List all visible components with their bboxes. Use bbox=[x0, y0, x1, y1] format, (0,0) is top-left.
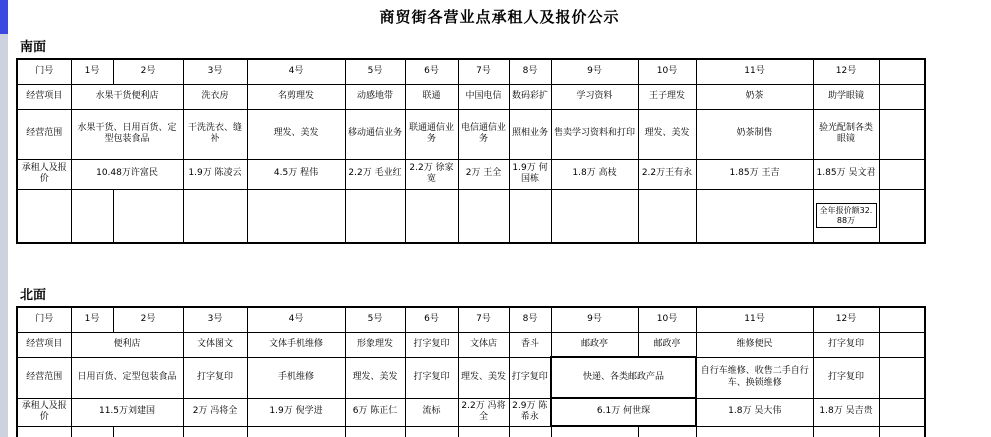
data-cell[interactable] bbox=[183, 426, 247, 437]
data-cell[interactable]: 文体店 bbox=[458, 332, 509, 357]
data-cell[interactable]: 1.8万 高枝 bbox=[551, 159, 638, 189]
data-cell[interactable]: 快递、各类邮政产品 bbox=[551, 357, 696, 398]
data-cell[interactable] bbox=[71, 426, 113, 437]
data-cell[interactable]: 邮政亭 bbox=[638, 332, 696, 357]
column-header-cell[interactable]: 2号 bbox=[113, 59, 183, 84]
row-header-cell[interactable]: 经营范围 bbox=[17, 109, 71, 159]
data-cell[interactable]: 手机维修 bbox=[247, 357, 345, 398]
data-cell[interactable] bbox=[113, 426, 183, 437]
data-cell[interactable]: 维修便民 bbox=[696, 332, 813, 357]
data-cell[interactable] bbox=[813, 426, 879, 437]
column-header-cell[interactable] bbox=[879, 307, 925, 332]
data-cell[interactable]: 4.5万 程伟 bbox=[247, 159, 345, 189]
data-cell[interactable] bbox=[879, 84, 925, 109]
data-cell[interactable]: 售卖学习资料和打印 bbox=[551, 109, 638, 159]
data-cell[interactable]: 邮政亭 bbox=[551, 332, 638, 357]
data-cell[interactable]: 打字复印 bbox=[405, 332, 458, 357]
data-cell[interactable]: 数码彩扩 bbox=[509, 84, 551, 109]
data-cell[interactable]: 打字复印 bbox=[813, 357, 879, 398]
data-cell[interactable]: 联通 bbox=[405, 84, 458, 109]
data-cell[interactable] bbox=[551, 426, 638, 437]
column-header-cell[interactable]: 9号 bbox=[551, 59, 638, 84]
data-cell[interactable]: 1.85万 王吉 bbox=[696, 159, 813, 189]
data-cell[interactable]: 2万 冯将全 bbox=[183, 398, 247, 426]
row-header-cell[interactable]: 经营项目 bbox=[17, 332, 71, 357]
data-cell[interactable]: 文体图文 bbox=[183, 332, 247, 357]
section-label-north: 北面 bbox=[20, 288, 47, 303]
row-header-cell[interactable]: 经营范围 bbox=[17, 357, 71, 398]
data-cell[interactable] bbox=[696, 426, 813, 437]
data-cell[interactable]: 1.8万 吴吉贵 bbox=[813, 398, 879, 426]
data-cell[interactable] bbox=[183, 189, 247, 243]
data-cell[interactable] bbox=[345, 189, 405, 243]
window-left-border bbox=[0, 0, 8, 437]
data-cell[interactable]: 中国电信 bbox=[458, 84, 509, 109]
data-cell[interactable]: 1.8万 吴大伟 bbox=[696, 398, 813, 426]
column-header-cell[interactable]: 9号 bbox=[551, 307, 638, 332]
total-price-note: 全年报价额32.88万 bbox=[816, 203, 877, 228]
data-cell[interactable]: 联通通信业务 bbox=[405, 109, 458, 159]
page-title: 商贸街各营业点承租人及报价公示 bbox=[379, 8, 620, 26]
data-cell[interactable]: 理发、美发 bbox=[247, 109, 345, 159]
data-cell[interactable] bbox=[638, 189, 696, 243]
row-header-cell[interactable]: 经营项目 bbox=[17, 84, 71, 109]
data-cell[interactable]: 10.48万许富民 bbox=[71, 159, 183, 189]
data-cell[interactable]: 电信通信业务 bbox=[458, 109, 509, 159]
data-cell[interactable] bbox=[879, 189, 925, 243]
north-table bbox=[16, 306, 926, 437]
data-cell[interactable] bbox=[345, 426, 405, 437]
data-cell[interactable]: 2.2万 毛业红 bbox=[345, 159, 405, 189]
column-header-cell[interactable]: 7号 bbox=[458, 307, 509, 332]
column-header-cell[interactable]: 1号 bbox=[71, 59, 113, 84]
data-cell[interactable]: 2.2万王有永 bbox=[638, 159, 696, 189]
column-header-cell[interactable]: 5号 bbox=[345, 307, 405, 332]
data-cell[interactable]: 照相业务 bbox=[509, 109, 551, 159]
data-cell[interactable]: 干洗洗衣、缝补 bbox=[183, 109, 247, 159]
data-cell[interactable] bbox=[247, 189, 345, 243]
data-cell[interactable]: 理发、美发 bbox=[345, 357, 405, 398]
data-cell[interactable]: 水果干货便利店 bbox=[71, 84, 183, 109]
data-cell[interactable]: 名剪理发 bbox=[247, 84, 345, 109]
column-header-cell[interactable]: 10号 bbox=[638, 59, 696, 84]
column-header-cell[interactable]: 门号 bbox=[17, 307, 71, 332]
data-cell[interactable]: 打字复印 bbox=[813, 332, 879, 357]
column-header-cell[interactable]: 4号 bbox=[247, 59, 345, 84]
data-cell[interactable]: 验光配制各类眼镜 bbox=[813, 109, 879, 159]
data-cell[interactable]: 移动通信业务 bbox=[345, 109, 405, 159]
data-cell[interactable]: 理发、美发 bbox=[458, 357, 509, 398]
row-header-cell[interactable] bbox=[17, 426, 71, 437]
data-cell[interactable]: 理发、美发 bbox=[638, 109, 696, 159]
column-header-cell[interactable]: 8号 bbox=[509, 59, 551, 84]
data-cell[interactable] bbox=[405, 426, 458, 437]
data-cell[interactable]: 1.9万 何国栋 bbox=[509, 159, 551, 189]
data-cell[interactable]: 打字复印 bbox=[405, 357, 458, 398]
data-cell[interactable]: 助学眼镜 bbox=[813, 84, 879, 109]
column-header-cell[interactable]: 12号 bbox=[813, 307, 879, 332]
data-cell[interactable]: 6.1万 何世琛 bbox=[551, 398, 696, 426]
row-header-cell[interactable] bbox=[17, 189, 71, 243]
data-cell[interactable]: 文体手机维修 bbox=[247, 332, 345, 357]
data-cell[interactable] bbox=[247, 426, 345, 437]
data-cell[interactable]: 11.5万刘建国 bbox=[71, 398, 183, 426]
data-cell[interactable] bbox=[813, 189, 879, 243]
data-cell[interactable] bbox=[879, 332, 925, 357]
data-cell[interactable] bbox=[879, 357, 925, 398]
data-cell[interactable]: 便利店 bbox=[71, 332, 183, 357]
column-header-cell[interactable]: 4号 bbox=[247, 307, 345, 332]
data-cell[interactable]: 2.2万 徐家宽 bbox=[405, 159, 458, 189]
data-cell[interactable]: 王子理发 bbox=[638, 84, 696, 109]
data-cell[interactable] bbox=[509, 189, 551, 243]
column-header-cell[interactable]: 门号 bbox=[17, 59, 71, 84]
column-header-cell[interactable]: 3号 bbox=[183, 307, 247, 332]
data-cell[interactable] bbox=[879, 109, 925, 159]
data-cell[interactable] bbox=[405, 189, 458, 243]
column-header-cell[interactable]: 6号 bbox=[405, 307, 458, 332]
data-cell[interactable]: 1.9万 陈凌云 bbox=[183, 159, 247, 189]
column-header-cell[interactable]: 8号 bbox=[509, 307, 551, 332]
data-cell[interactable]: 打字复印 bbox=[509, 357, 551, 398]
data-cell[interactable] bbox=[458, 426, 509, 437]
column-header-cell[interactable]: 5号 bbox=[345, 59, 405, 84]
data-cell[interactable]: 2.2万 冯将全 bbox=[458, 398, 509, 426]
column-header-cell[interactable]: 12号 bbox=[813, 59, 879, 84]
data-cell[interactable]: 动感地带 bbox=[345, 84, 405, 109]
data-cell[interactable] bbox=[879, 426, 925, 437]
data-cell[interactable]: 1.9万 倪学进 bbox=[247, 398, 345, 426]
column-header-cell[interactable]: 6号 bbox=[405, 59, 458, 84]
data-cell[interactable]: 流标 bbox=[405, 398, 458, 426]
row-header-cell[interactable]: 承租人及报价 bbox=[17, 398, 71, 426]
data-cell[interactable]: 学习资料 bbox=[551, 84, 638, 109]
data-cell[interactable]: 香斗 bbox=[509, 332, 551, 357]
data-cell[interactable] bbox=[509, 426, 551, 437]
column-header-cell[interactable]: 11号 bbox=[696, 307, 813, 332]
data-cell[interactable]: 水果干货、日用百货、定型包装食品 bbox=[71, 109, 183, 159]
data-cell[interactable]: 奶茶制售 bbox=[696, 109, 813, 159]
data-cell[interactable]: 打字复印 bbox=[183, 357, 247, 398]
data-cell[interactable] bbox=[879, 159, 925, 189]
window-left-border-accent bbox=[0, 0, 8, 34]
row-header-cell[interactable]: 承租人及报价 bbox=[17, 159, 71, 189]
column-header-cell[interactable]: 10号 bbox=[638, 307, 696, 332]
data-cell[interactable]: 奶茶 bbox=[696, 84, 813, 109]
column-header-cell[interactable]: 11号 bbox=[696, 59, 813, 84]
data-cell[interactable]: 1.85万 吴文君 bbox=[813, 159, 879, 189]
data-cell[interactable]: 洗衣房 bbox=[183, 84, 247, 109]
data-cell[interactable] bbox=[879, 398, 925, 426]
section-label-south: 南面 bbox=[20, 40, 47, 55]
column-header-cell[interactable] bbox=[879, 59, 925, 84]
south-table bbox=[16, 58, 926, 244]
data-cell[interactable]: 2万 王全 bbox=[458, 159, 509, 189]
data-cell[interactable]: 自行车维修、收售二手自行车、换锁维修 bbox=[696, 357, 813, 398]
data-cell[interactable] bbox=[638, 426, 696, 437]
data-cell[interactable] bbox=[551, 189, 638, 243]
data-cell[interactable] bbox=[696, 189, 813, 243]
data-cell[interactable]: 6万 陈正仁 bbox=[345, 398, 405, 426]
data-cell[interactable]: 形象理发 bbox=[345, 332, 405, 357]
column-header-cell[interactable]: 3号 bbox=[183, 59, 247, 84]
data-cell[interactable] bbox=[113, 189, 183, 243]
data-cell[interactable] bbox=[71, 189, 113, 243]
document-page bbox=[8, 0, 991, 437]
column-header-cell[interactable]: 7号 bbox=[458, 59, 509, 84]
data-cell[interactable] bbox=[458, 189, 509, 243]
column-header-cell[interactable]: 1号 bbox=[71, 307, 113, 332]
data-cell[interactable]: 2.9万 陈希永 bbox=[509, 398, 551, 426]
data-cell[interactable]: 日用百货、定型包装食品 bbox=[71, 357, 183, 398]
column-header-cell[interactable]: 2号 bbox=[113, 307, 183, 332]
